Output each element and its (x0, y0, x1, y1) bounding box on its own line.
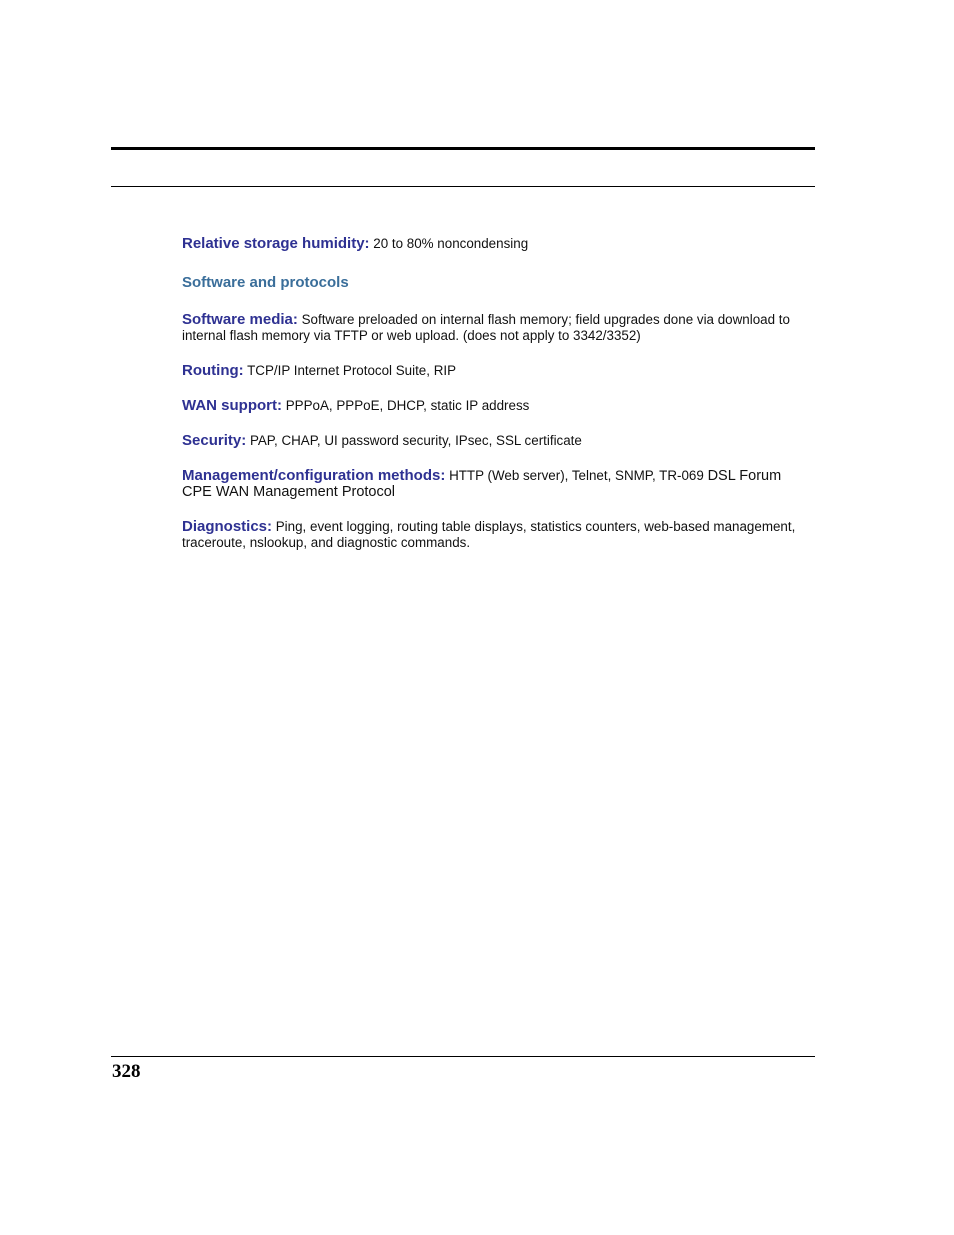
spec-value: Ping, event logging, routing table displays, statistics counters, web-based management, traceroute, nslookup, and diagnostic commands. (182, 519, 796, 550)
header-rule-thick (111, 147, 815, 150)
spec-term: Management/configuration methods: (182, 467, 446, 484)
spec-value: Software preloaded on internal flash memory; field upgrades done via download to internal flash memory via TFTP or web upload. (does not apply to 3342/3352) (182, 312, 790, 343)
spec-humidity (182, 236, 804, 252)
page-number: 328 (112, 1061, 141, 1082)
spec-value: 20 to 80% noncondensing (373, 236, 529, 251)
spec-term: Software media: (182, 311, 298, 328)
spec-term: Diagnostics: (182, 518, 273, 535)
spec-diagnostics (182, 519, 804, 551)
spec-content (182, 236, 804, 551)
spec-software-media (182, 312, 804, 344)
spec-term: Relative storage humidity: (182, 235, 370, 252)
spec-management (182, 468, 804, 500)
spec-value: HTTP (Web server), Telnet, SNMP, TR-069 (449, 468, 704, 483)
spec-routing (182, 363, 804, 379)
spec-value: PAP, CHAP, UI password security, IPsec, SSL certificate (249, 433, 582, 448)
spec-term: Security: (182, 432, 247, 449)
spec-value: PPPoA, PPPoE, DHCP, static IP address (285, 398, 530, 413)
section-heading: Software and protocols (182, 274, 349, 291)
spec-term: Routing: (182, 362, 244, 379)
spec-value: TCP/IP Internet Protocol Suite, RIP (247, 363, 457, 378)
footer-rule (111, 1056, 815, 1057)
spec-value-continued: DSL Forum CPE WAN Management Protocol (182, 468, 782, 500)
spec-term: WAN support: (182, 397, 282, 414)
header-rule-thin (111, 186, 815, 187)
spec-security (182, 433, 804, 449)
spec-wan-support (182, 398, 804, 414)
